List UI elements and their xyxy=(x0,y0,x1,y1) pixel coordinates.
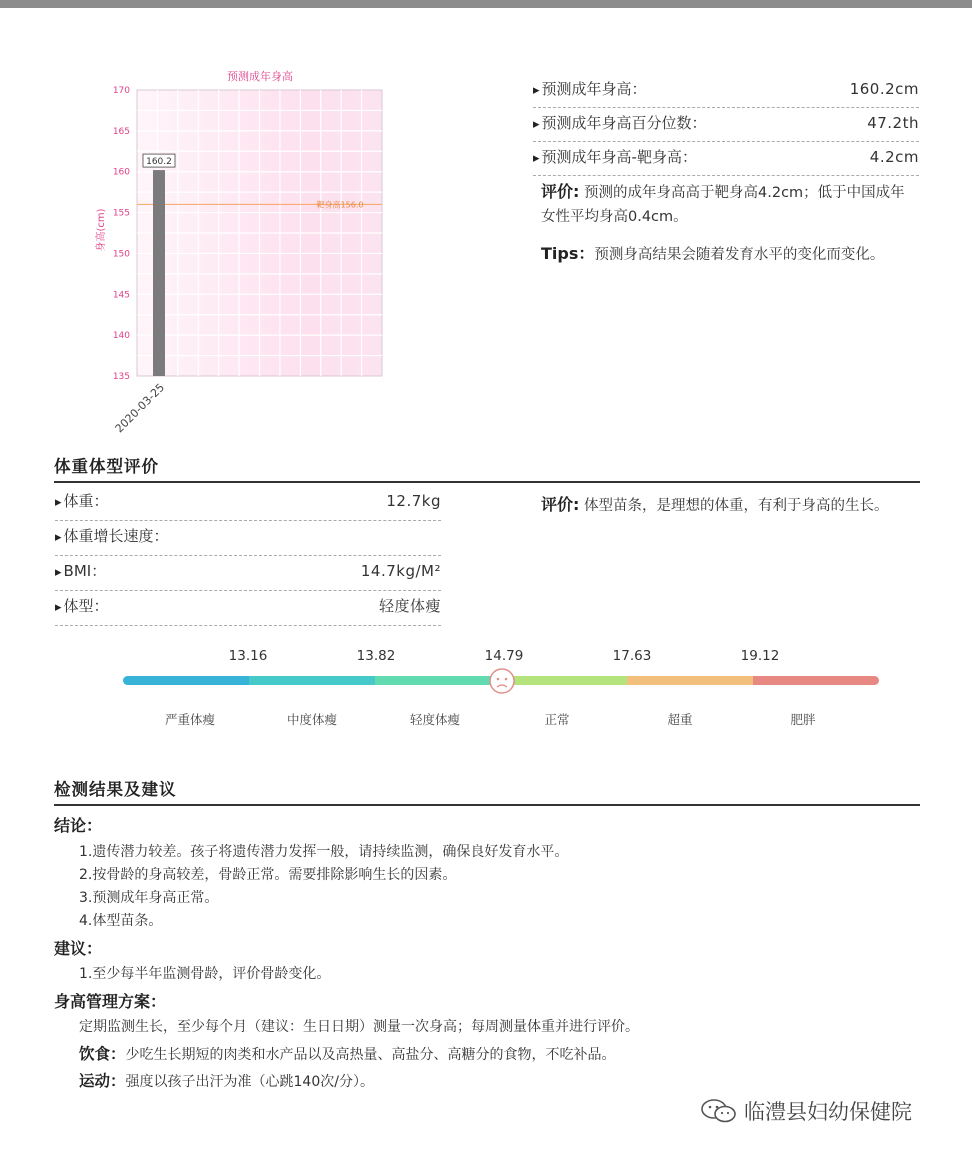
watermark-text: 临澧县妇幼保健院 xyxy=(744,1100,912,1124)
weight-row xyxy=(55,486,441,521)
advice-item: 1.至少每半年监测骨龄，评价骨龄变化。 xyxy=(79,966,331,982)
weight-row xyxy=(55,556,441,591)
eval-key: 评价: xyxy=(541,182,580,201)
row-value: 12.7kg xyxy=(386,492,441,510)
conclusion-heading: 结论： xyxy=(54,816,103,835)
sad-face-marker-icon xyxy=(488,667,516,695)
eval-text: 预测的成年身高高于靶身高4.2cm；低于中国成年女性平均身高0.4cm。 xyxy=(541,185,905,225)
row-label: ▸ BMI： xyxy=(55,556,106,588)
y-axis-label: 身高(cm) xyxy=(96,208,107,252)
bmi-segment xyxy=(123,676,249,685)
height-bar xyxy=(153,170,165,376)
conclusion-item: 2.按骨龄的身高较差，骨龄正常。需要排除影响生长的因素。 xyxy=(79,867,457,883)
row-value: 4.2cm xyxy=(869,148,919,166)
bmi-segment xyxy=(753,676,879,685)
tips xyxy=(541,242,916,267)
weight-list xyxy=(55,486,441,626)
diet-key: 饮食： xyxy=(79,1045,126,1063)
eval-key: 评价: xyxy=(541,495,580,514)
bmi-segment xyxy=(501,676,627,685)
exercise-line xyxy=(79,1069,374,1091)
bmi-threshold: 19.12 xyxy=(740,648,780,664)
tips-text: 预测身高结果会随着发育水平的变化而变化。 xyxy=(594,247,885,263)
y-tick-label: 145 xyxy=(112,290,130,301)
prediction-row xyxy=(533,142,919,176)
weight-row xyxy=(55,591,441,626)
row-label: ▸ 预测成年身高-靶身高： xyxy=(533,142,697,174)
row-value: 14.7kg/M² xyxy=(360,562,441,580)
bmi-segment xyxy=(375,676,501,685)
bmi-threshold: 17.63 xyxy=(612,648,652,664)
row-label: ▸ 预测成年身高百分位数： xyxy=(533,108,707,140)
results-section-title: 检测结果及建议 xyxy=(54,776,920,806)
y-axis-ticks xyxy=(113,86,130,382)
plan-text: 定期监测生长，至少每个月（建议：生日日期）测量一次身高；每周测量体重并进行评价。 xyxy=(79,1019,639,1035)
weight-section-title: 体重体型评价 xyxy=(54,453,920,483)
bmi-threshold: 14.79 xyxy=(484,648,524,664)
prediction-evaluation xyxy=(541,180,916,229)
row-value: 47.2th xyxy=(867,114,919,132)
bmi-segment xyxy=(249,676,375,685)
prediction-row xyxy=(533,74,919,108)
y-tick-label: 135 xyxy=(112,372,130,382)
conclusion-item: 1.遗传潜力较差。孩子将遗传潜力发挥一般，请持续监测，确保良好发育水平。 xyxy=(79,844,569,860)
target-height-label: 靶身高156.0 xyxy=(316,200,364,210)
row-value: 轻度体瘦 xyxy=(378,597,441,615)
advice-heading: 建议： xyxy=(54,939,103,958)
row-label: ▸ 预测成年身高： xyxy=(533,74,647,106)
y-tick-label: 160 xyxy=(112,167,130,178)
diet-line xyxy=(79,1042,616,1064)
exercise-key: 运动： xyxy=(79,1072,126,1090)
plan-heading: 身高管理方案： xyxy=(54,992,167,1011)
bmi-category: 正常 xyxy=(544,712,570,727)
prediction-row xyxy=(533,108,919,142)
weight-evaluation xyxy=(541,493,916,518)
conclusion-item: 3.预测成年身高正常。 xyxy=(79,890,219,906)
chart-title: 预测成年身高 xyxy=(227,71,293,83)
row-value: 160.2cm xyxy=(849,80,919,98)
y-tick-label: 155 xyxy=(112,208,130,219)
bar-value-label: 160.2 xyxy=(146,157,172,168)
bmi-threshold: 13.82 xyxy=(356,648,396,664)
bmi-category: 轻度体瘦 xyxy=(409,712,461,727)
row-label: ▸ 体型： xyxy=(55,591,109,623)
y-tick-label: 165 xyxy=(112,126,130,137)
exercise-text: 强度以孩子出汗为准（心跳140次/分）。 xyxy=(125,1074,374,1090)
prediction-list xyxy=(533,74,919,176)
weight-row xyxy=(55,521,441,556)
watermark xyxy=(700,1096,912,1126)
row-label: ▸ 体重增长速度： xyxy=(55,521,169,553)
y-tick-label: 150 xyxy=(112,249,130,260)
bmi-category: 严重体瘦 xyxy=(164,712,216,727)
diet-text: 少吃生长期短的肉类和水产品以及高热量、高盐分、高糖分的食物，不吃补品。 xyxy=(125,1047,616,1063)
tips-key: Tips： xyxy=(541,244,595,263)
x-tick-label: 2020-03-25 xyxy=(112,380,168,436)
bmi-category: 肥胖 xyxy=(790,712,816,727)
y-tick-label: 140 xyxy=(112,331,130,342)
bmi-threshold: 13.16 xyxy=(228,648,268,664)
bmi-category: 中度体瘦 xyxy=(286,712,338,727)
eval-text: 体型苗条，是理想的体重，有利于身高的生长。 xyxy=(579,498,889,514)
wechat-icon xyxy=(700,1098,738,1124)
bmi-segment xyxy=(627,676,753,685)
conclusion-item: 4.体型苗条。 xyxy=(79,913,163,929)
y-tick-label: 170 xyxy=(112,86,130,96)
bmi-category: 超重 xyxy=(667,712,693,727)
top-rule xyxy=(0,0,972,8)
row-label: ▸ 体重： xyxy=(55,486,109,518)
predicted-height-chart xyxy=(90,60,400,450)
